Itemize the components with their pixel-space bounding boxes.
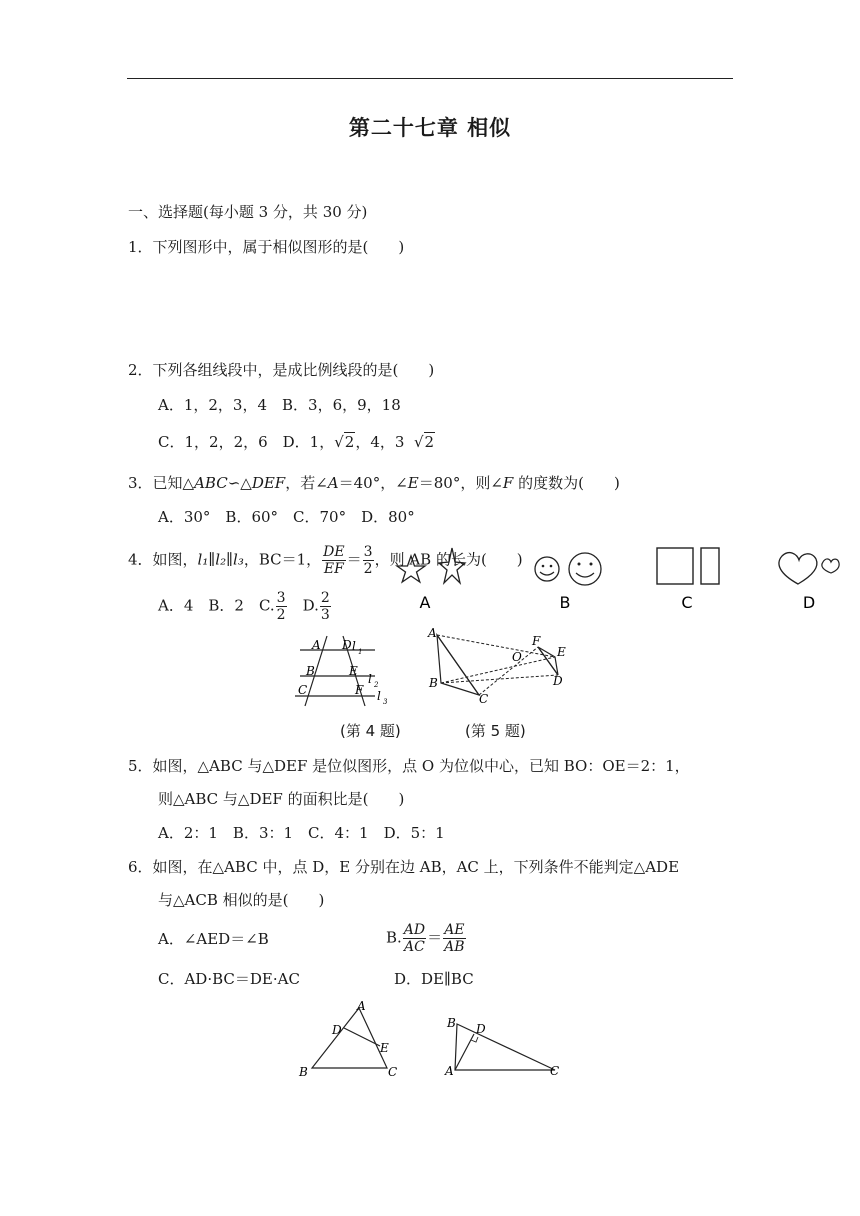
svg-text:l: l (377, 689, 381, 703)
q6-opt-c: C．AD·BC＝DE·AC (158, 970, 300, 988)
svg-text:C: C (298, 683, 308, 697)
smiley-icon (535, 553, 601, 585)
q2-options-cd (158, 432, 435, 452)
svg-text:A: A (357, 999, 366, 1013)
q4-options: A．4 B．2 C. $\frac{3}{2}$ D. $\frac{2}{3}$ (158, 590, 330, 623)
q6-line1: 6．如图，在△ABC 中，点 D，E 分别在边 AB，AC 上，下列条件不能判定△ADE (128, 858, 680, 876)
svg-text:C: C (388, 1065, 398, 1079)
svg-text:B: B (306, 664, 315, 678)
q2-options-ab: A．1，2，3，4 B．3，6，9，18 (158, 396, 401, 414)
heart-outline-icon (779, 553, 839, 584)
section-heading: 一、选择题(每小题 3 分，共 30 分) (128, 203, 368, 221)
page-title: 第二十七章 相似 (348, 116, 512, 140)
svg-text:2: 2 (374, 681, 379, 689)
sqrt-2b: √2 (413, 433, 435, 451)
q5-options: A．2：1 B．3：1 C．4：1 D．5：1 (158, 824, 445, 842)
q1-stem: 1．下列图形中，属于相似图形的是( ) (128, 238, 405, 256)
q5-line1: 5．如图，△ABC 与△DEF 是位似图形，点 O 为位似中心，已知 BO：OE＝2：1， (128, 757, 690, 775)
svg-text:E: E (557, 645, 566, 659)
q2-stem: 2．下列各组线段中，是成比例线段的是( ) (128, 361, 435, 379)
q6-opt-d: D．DE∥BC (394, 970, 474, 988)
svg-text:D: D (553, 674, 563, 688)
svg-text:E: E (380, 1041, 389, 1055)
header-rule (127, 78, 733, 79)
q6-opt-b: B. $\frac{AD}{AC}$ ＝ $\frac{AE}{AB}$ (386, 922, 465, 955)
sqrt-2: √2 (334, 433, 355, 451)
svg-text:A: A (445, 1064, 454, 1078)
svg-text:1: 1 (358, 648, 363, 656)
fig7-right-triangle (440, 1012, 570, 1082)
fig6-triangle (292, 998, 412, 1083)
svg-text:3: 3 (383, 698, 388, 706)
q3-stem: 3．已知△ABC∽△DEF，若∠A＝40°，∠E＝80°，则∠F 的度数为( ) (128, 474, 620, 492)
q4-frac-de-ef: $\frac{DE}{EF}$ (323, 544, 345, 577)
fig4-parallel-lines (285, 630, 395, 710)
square-outline-icon (657, 548, 719, 584)
svg-text:O: O (512, 650, 522, 664)
svg-text:B: B (299, 1065, 308, 1079)
svg-text:E: E (349, 664, 358, 678)
svg-text:C: C (479, 692, 489, 706)
svg-text:D: D (332, 1023, 342, 1037)
svg-text:l: l (352, 639, 356, 653)
svg-text:F: F (532, 634, 541, 648)
q5-line2: 则△ABC 与△DEF 的面积比是( ) (158, 790, 405, 808)
q1-label-b: B (559, 593, 571, 612)
fig5-caption: (第 5 题) (465, 722, 526, 740)
q1-label-d: D (802, 593, 816, 612)
q6-line2: 与△ACB 相似的是( ) (158, 891, 325, 909)
q2-opt-c: C．1，2，2，6 D．1， (158, 433, 335, 451)
q4-frac-3-2: $\frac{3}{2}$ (363, 544, 373, 577)
svg-text:D: D (342, 638, 352, 652)
q2-opt-d-tail: ，4，3 (355, 433, 405, 451)
q3-options: A．30° B．60° C．70° D．80° (158, 508, 415, 526)
q1-label-c: C (681, 593, 693, 612)
q1-label-a: A (419, 593, 431, 612)
svg-text:F: F (355, 683, 364, 697)
fig5-homothety (425, 625, 575, 710)
svg-text:D: D (476, 1022, 486, 1036)
svg-text:C: C (550, 1064, 560, 1078)
svg-text:B: B (447, 1016, 456, 1030)
svg-text:A: A (312, 638, 321, 652)
svg-text:l: l (368, 672, 372, 686)
q6-opt-a: A．∠AED＝∠B (158, 930, 269, 948)
svg-text:B: B (429, 676, 438, 690)
svg-text:A: A (428, 626, 437, 640)
fig4-caption: (第 4 题) (340, 722, 401, 740)
q4-stem: 4．如图，l₁∥l₂∥l₃，BC＝1， $\frac{DE}{EF}$ ＝ $\frac{3}{2}$ ，则 AB 的长为( ) (128, 544, 523, 577)
